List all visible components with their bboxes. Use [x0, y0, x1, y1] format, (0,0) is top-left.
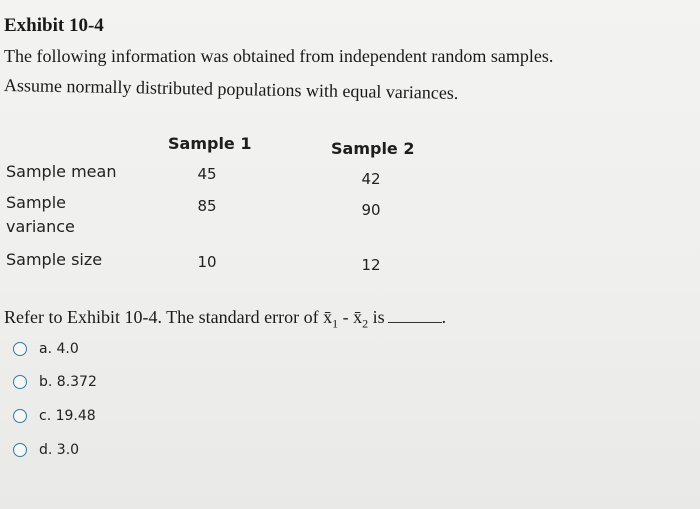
option-c[interactable] [13, 405, 96, 427]
option-d[interactable] [13, 439, 79, 461]
question-text [4, 307, 446, 332]
column-header-sample-2: Sample 2 [331, 139, 415, 158]
answer-blank [388, 308, 442, 323]
option-d-label: d. 3.0 [39, 442, 80, 458]
subscript-1: 1 [332, 316, 339, 331]
option-b[interactable] [13, 371, 97, 393]
question-suffix: is [368, 307, 385, 327]
exhibit-description-line-1: The following information was obtained from independent random samples. [4, 46, 554, 66]
row-label-line: Sample mean [6, 162, 117, 181]
cell-sample-mean-1: 45 [197, 165, 217, 183]
row-label-sample-mean [6, 160, 116, 184]
radio-button-icon[interactable] [13, 409, 27, 423]
minus-sign: - [338, 307, 354, 327]
cell-sample-variance-2: 90 [361, 201, 381, 219]
radio-button-icon[interactable] [13, 443, 27, 457]
cell-sample-mean-2: 42 [361, 170, 381, 188]
row-label-line: Sample [6, 193, 66, 212]
cell-sample-variance-1: 85 [197, 197, 217, 215]
x-bar-2: x̄ [353, 307, 363, 327]
row-label-line: variance [6, 217, 75, 236]
exhibit-description-line-2: Assume normally distributed populations with equal variances. [3, 75, 459, 103]
x-bar-1: x̄ [323, 307, 333, 327]
subscript-2: 2 [362, 316, 369, 331]
column-header-sample-1: Sample 1 [168, 134, 252, 153]
option-a-label: a. 4.0 [39, 341, 79, 357]
option-a[interactable] [13, 338, 79, 360]
cell-sample-size-1: 10 [197, 253, 217, 271]
option-c-label: c. 19.48 [39, 408, 96, 424]
row-label-sample-variance [6, 191, 75, 239]
option-b-label: b. 8.372 [39, 374, 97, 390]
radio-button-icon[interactable] [13, 375, 27, 389]
radio-button-icon[interactable] [13, 342, 27, 356]
question-prefix: Refer to Exhibit 10-4. The standard error of [4, 307, 324, 327]
row-label-line: Sample size [6, 250, 103, 269]
exhibit-title: Exhibit 10-4 [4, 15, 104, 36]
cell-sample-size-2: 12 [361, 256, 381, 274]
row-label-sample-size [6, 248, 102, 272]
question-end: . [441, 307, 447, 327]
